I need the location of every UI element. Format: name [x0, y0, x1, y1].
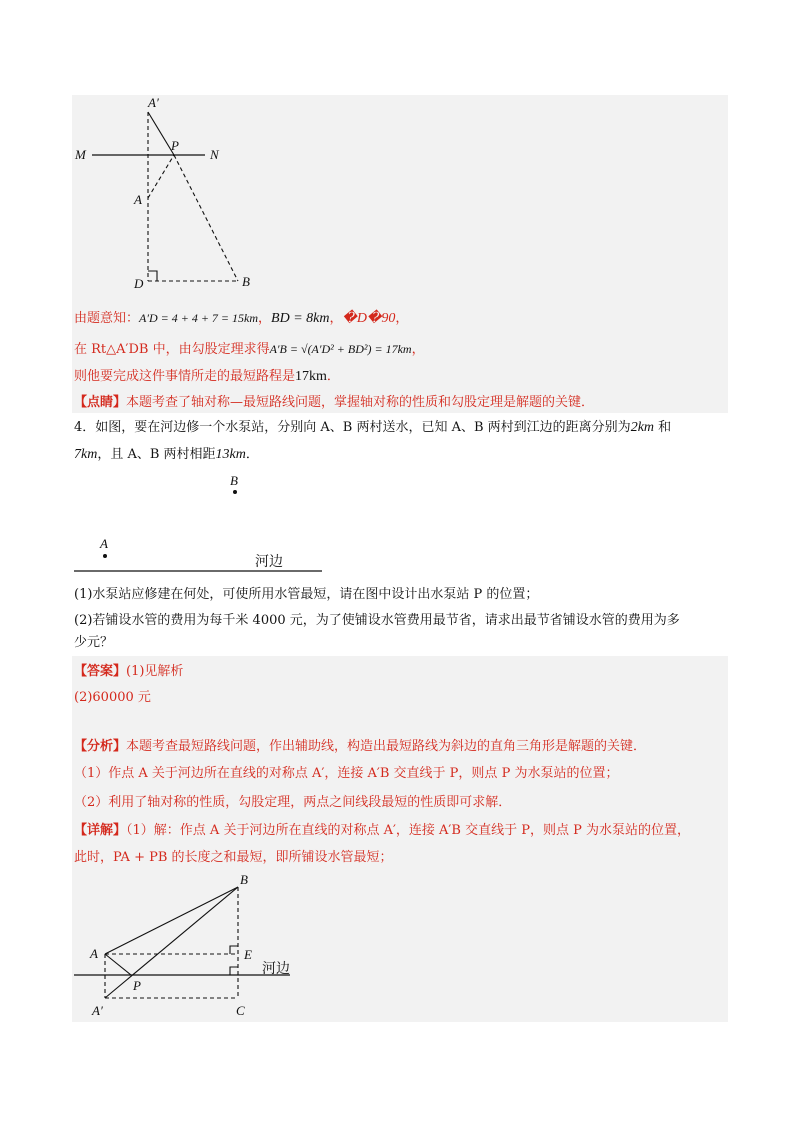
label-village-a: A	[100, 536, 108, 551]
label-fig2-a-prime: A′	[92, 1003, 103, 1018]
answer-line1: 【答案】(1)见解析	[74, 664, 184, 679]
label-b: B	[242, 274, 250, 289]
label-fig2-c: C	[236, 1003, 245, 1018]
problem4-question2-line2: 少元？	[74, 635, 114, 650]
label-fig2-b: B	[240, 872, 248, 887]
problem4-question1: (1)水泵站应修建在何处，可使所用水管最短，请在图中设计出水泵站 P 的位置；	[74, 587, 539, 602]
label-fig2-p: P	[133, 978, 141, 993]
solution3-line3: 则他要完成这件事情所走的最短路程是17km．	[74, 369, 340, 384]
solution3-comment: 【点睛】本题考查了轴对称—最短路线问题，掌握轴对称的性质和勾股定理是解题的关键．	[74, 395, 595, 410]
label-a: A	[134, 192, 142, 207]
label-fig2-river: 河边	[262, 961, 290, 977]
label-fig2-e: E	[244, 947, 252, 962]
detail-line2: 此时，PA + PB 的长度之和最短，即所铺设水管最短；	[74, 850, 393, 865]
answer-line2: (2)60000 元	[74, 690, 151, 705]
problem4-line1: 4．如图，要在河边修一个水泵站，分别向 A、B 两村送水，已知 A、B 两村到江边的距离分别为2km 和	[74, 420, 672, 435]
right-angle-mark-c	[230, 967, 238, 975]
analysis-step2: （2）利用了轴对称的性质，勾股定理，两点之间线段最短的性质即可求解．	[74, 795, 512, 810]
label-d: D	[134, 276, 144, 291]
label-a-prime: A′	[148, 95, 159, 110]
segment-a-b	[105, 887, 238, 954]
segment-a-p	[105, 954, 131, 975]
label-m: M	[75, 147, 86, 162]
analysis-line: 【分析】本题考查最短路线问题，作出辅助线，构造出最短路线为斜边的直角三角形是解题的关键．	[74, 739, 647, 754]
label-fig2-a: A	[90, 946, 98, 961]
problem4-question2-line1: (2)若铺设水管的费用为每千米 4000 元，为了使铺设水管费用最节省，请求出最节省铺设水管的费用为多	[74, 613, 680, 628]
solution3-line1: 由题意知：A′D = 4 + 4 + 7 = 15km，BD = 8km，�D�90，	[74, 311, 409, 326]
problem4-line2: 7km，且 A、B 两村相距13km．	[74, 447, 259, 462]
label-river: 河边	[255, 554, 283, 570]
solution3-line2: 在 Rt△A′DB 中，由勾股定理求得A′B = √(A′D² + BD²) = 17km，	[74, 342, 425, 357]
detail-line1: 【详解】（1）解：作点 A 关于河边所在直线的对称点 A′，连接 A′B 交直线于 P，则点 P 为水泵站的位置，	[74, 823, 690, 838]
analysis-step1: （1）作点 A 关于河边所在直线的对称点 A′，连接 A′B 交直线于 P，则点 P 为水泵站的位置；	[74, 766, 619, 781]
segment-a-prime-b	[105, 887, 238, 998]
right-angle-mark-e	[230, 946, 238, 954]
label-village-b: B	[230, 473, 238, 488]
label-p: P	[171, 138, 179, 153]
label-n: N	[210, 147, 219, 162]
